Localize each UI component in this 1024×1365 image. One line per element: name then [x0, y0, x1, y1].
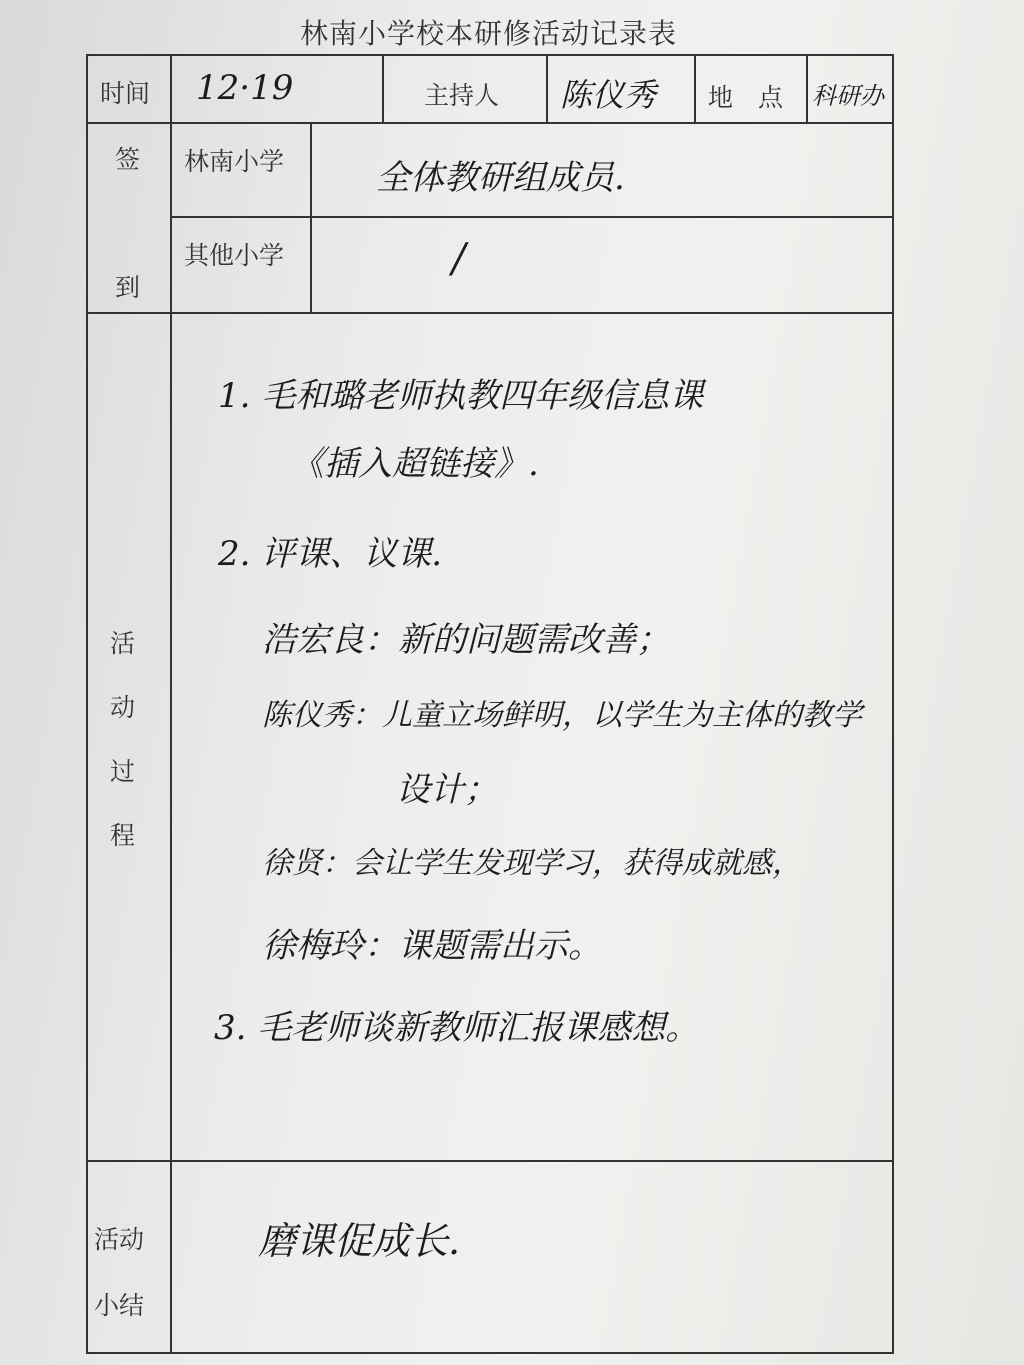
time-value: 12·19 — [196, 68, 294, 108]
form-title: 林南小学校本研修活动记录表 — [300, 17, 678, 50]
row-divider-signin-mid — [170, 216, 894, 218]
process-label-char: 动 — [110, 693, 136, 722]
school1-label: 林南小学 — [184, 147, 285, 176]
process-label-char: 程 — [110, 821, 136, 850]
col-divider-host-label — [546, 54, 548, 122]
row-divider-process — [86, 1160, 894, 1162]
place-label: 地 点 — [708, 83, 784, 112]
process-line: 浩宏良：新的问题需改善； — [262, 620, 670, 660]
signin-label-top: 签 — [115, 145, 141, 174]
process-line: 3. 毛老师谈新教师汇报课感想。 — [214, 1008, 700, 1048]
col-divider-time — [382, 54, 384, 122]
host-label: 主持人 — [424, 81, 500, 110]
col-divider-place — [806, 54, 808, 122]
place-value: 科研办 — [812, 82, 884, 110]
process-line: 徐贤：会让学生发现学习，获得成就感， — [262, 846, 802, 881]
signin-label-bottom: 到 — [115, 273, 141, 302]
time-label: 时间 — [100, 79, 151, 108]
process-label-char: 活 — [110, 629, 136, 658]
summary-label-line2: 小结 — [94, 1291, 145, 1320]
summary-value: 磨课促成长. — [258, 1219, 461, 1263]
col-divider-signin — [310, 122, 312, 312]
col-divider-label — [170, 54, 172, 1354]
host-signature: 陈仪秀 — [560, 76, 657, 114]
process-line: 1. 毛和璐老师执教四年级信息课 — [218, 376, 704, 416]
process-line: 设计； — [396, 770, 498, 810]
process-line: 陈仪秀：儿童立场鲜明，以学生为主体的教学 — [262, 698, 862, 733]
col-divider-host-value — [694, 54, 696, 122]
school2-value: / — [452, 236, 466, 282]
row-divider-signin — [86, 312, 894, 314]
school1-value: 全体教研组成员. — [376, 158, 625, 198]
summary-label-line1: 活动 — [94, 1225, 145, 1254]
process-label-char: 过 — [110, 757, 136, 786]
process-line: 徐梅玲：课题需出示。 — [262, 926, 602, 966]
row-divider-header — [86, 122, 894, 124]
process-line: 2. 评课、议课. — [218, 534, 443, 574]
school2-label: 其他小学 — [184, 241, 285, 270]
process-line: 《插入超链接》. — [290, 444, 539, 484]
